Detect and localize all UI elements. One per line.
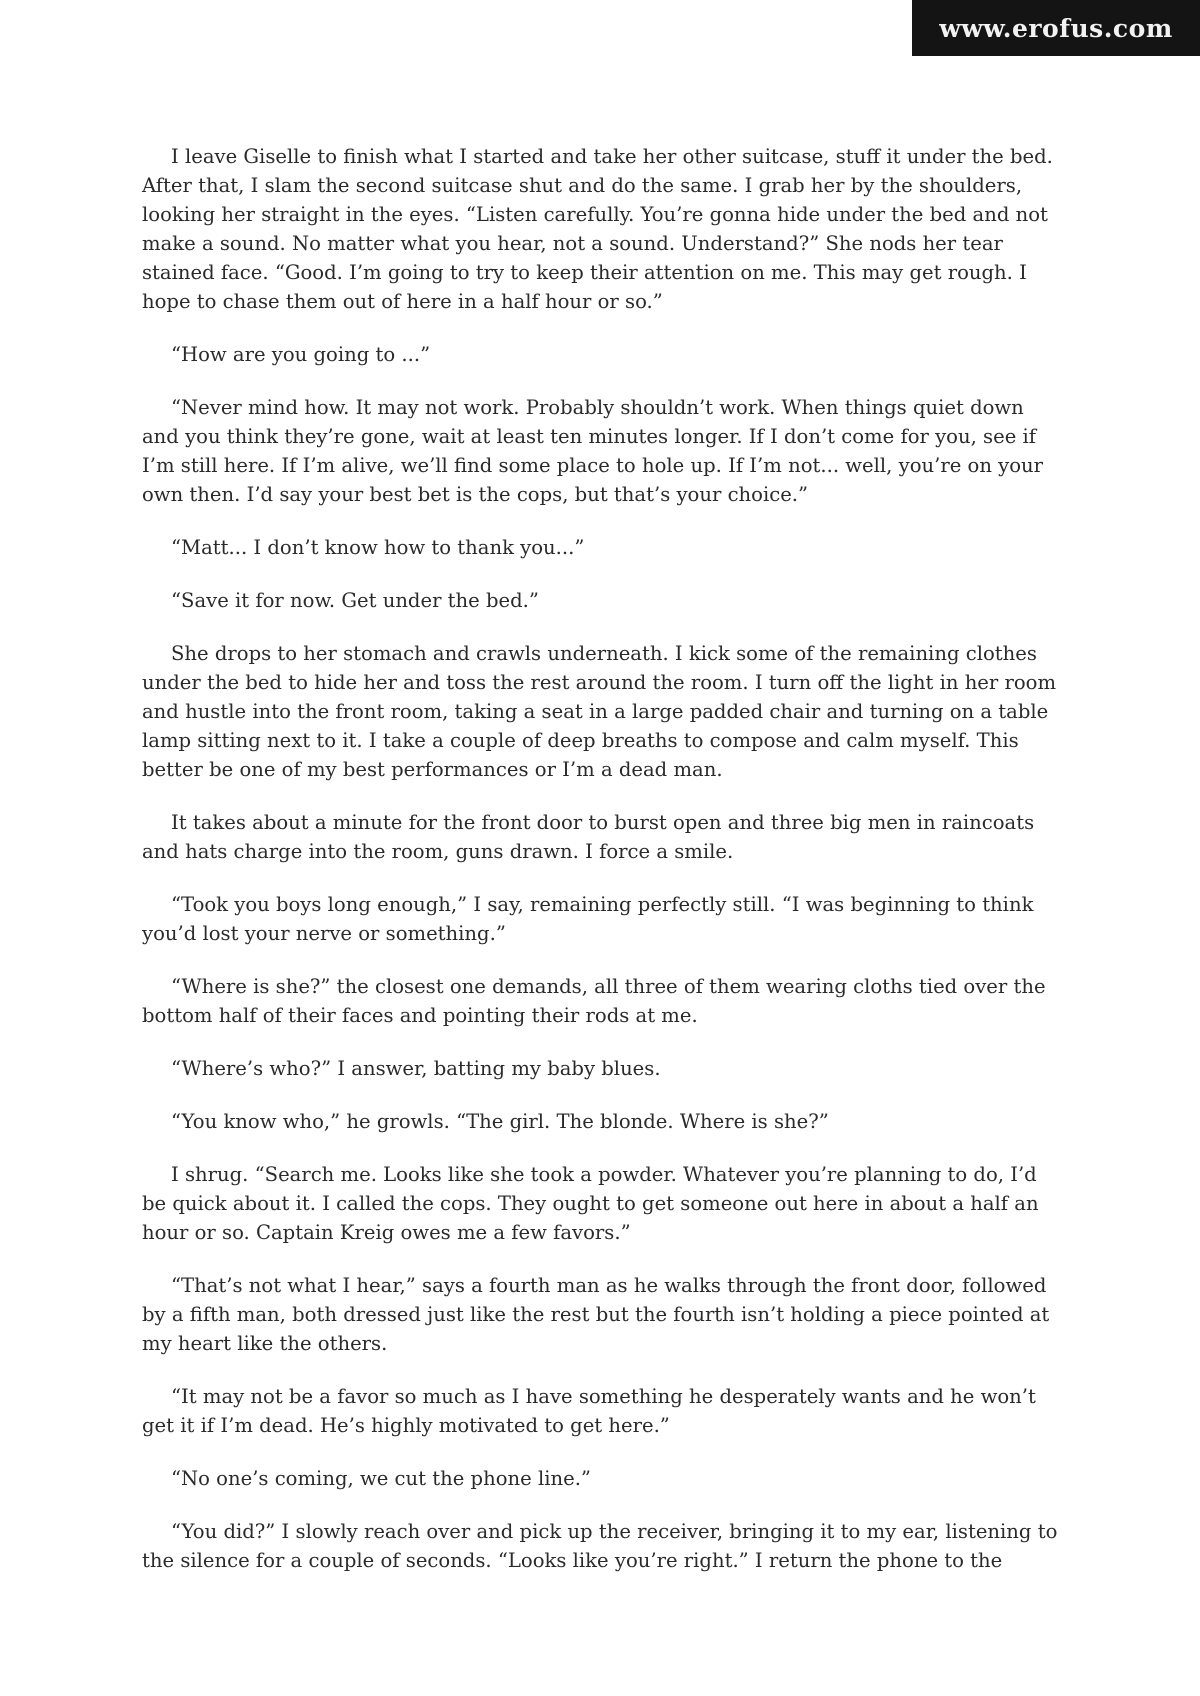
paragraph-9: “Where is she?” the closest one demands, all three of them wearing cloths tied over the bottom half of their faces and pointing their rods at me. <box>142 975 1046 1027</box>
paragraph-16: “You did?” I slowly reach over and pick up the receiver, bringing it to my ear, listening to the silence for a couple of seconds. “Looks like you’re right.” I return the phone to the <box>142 1520 1058 1572</box>
paragraph-5: “Save it for now. Get under the bed.” <box>171 589 539 612</box>
paragraph-6: She drops to her stomach and crawls underneath. I kick some of the remaining clothes under the bed to hide her and toss the rest around the room. I turn off the light in her room and hustle into the front room, taking a seat in a large padded chair and turning on a table lamp sitting next to it. I take a couple of deep breaths to compose and calm myself. This better be one of my best performances or I’m a dead man. <box>142 642 1057 781</box>
paragraph-2: “How are you going to ...” <box>171 343 431 366</box>
paragraph-1: I leave Giselle to finish what I started and take her other suitcase, stuff it under the bed. After that, I slam the second suitcase shut and do the same. I grab her by the shoulders, looking her straight in the eyes. “Listen carefully. You’re gonna hide under the bed and not make a sound. No matter what you hear, not a sound. Understand?” She nods her tear stained face. “Good. I’m going to try to keep their attention on me. This may get rough. I hope to chase them out of here in a half hour or so.” <box>142 145 1053 313</box>
paragraph-12: I shrug. “Search me. Looks like she took a powder. Whatever you’re planning to do, I’d be quick about it. I called the cops. They ought to get someone out here in about a half an hour or so. Captain Kreig owes me a few favors.” <box>142 1163 1039 1244</box>
page-body <box>142 142 1064 1599</box>
paragraph-15: “No one’s coming, we cut the phone line.” <box>171 1467 591 1490</box>
paragraph-8: “Took you boys long enough,” I say, remaining perfectly still. “I was beginning to think you’d lost your nerve or something.” <box>142 893 1034 945</box>
paragraph-14: “It may not be a favor so much as I have something he desperately wants and he won’t get it if I’m dead. He’s highly motivated to get here.” <box>142 1385 1036 1437</box>
watermark-banner <box>912 0 1200 56</box>
watermark-text: www.erofus.com <box>939 13 1173 43</box>
paragraph-10: “Where’s who?” I answer, batting my baby blues. <box>171 1057 661 1080</box>
paragraph-7: It takes about a minute for the front door to burst open and three big men in raincoats and hats charge into the room, guns drawn. I force a smile. <box>142 811 1035 863</box>
paragraph-11: “You know who,” he growls. “The girl. The blonde. Where is she?” <box>171 1110 829 1133</box>
paragraph-13: “That’s not what I hear,” says a fourth man as he walks through the front door, followed by a fifth man, both dressed just like the rest but the fourth isn’t holding a piece pointed at my heart like the others. <box>142 1274 1050 1355</box>
paragraph-4: “Matt... I don’t know how to thank you...” <box>171 536 585 559</box>
paragraph-3: “Never mind how. It may not work. Probably shouldn’t work. When things quiet down and you think they’re gone, wait at least ten minutes longer. If I don’t come for you, see if I’m still here. If I’m alive, we’ll find some place to hole up. If I’m not... well, you’re on your own then. I’d say your best bet is the cops, but that’s your choice.” <box>142 396 1044 506</box>
